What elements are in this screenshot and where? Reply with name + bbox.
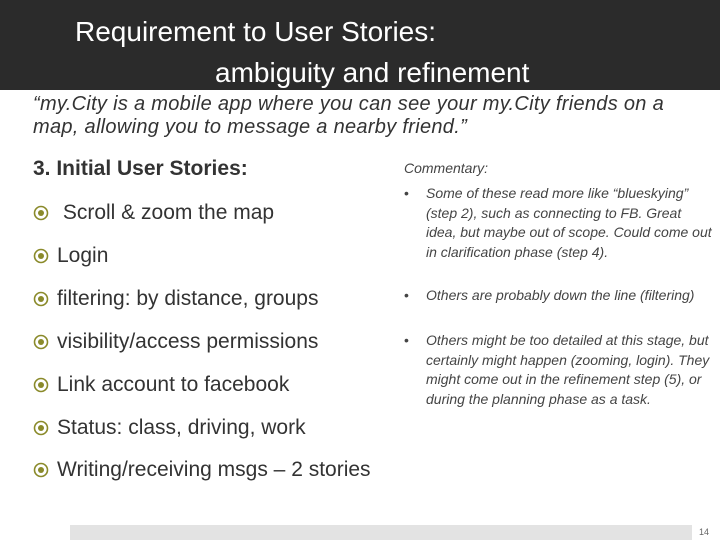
story-label: Status: class, driving, work [57, 416, 306, 439]
story-label: Writing/receiving msgs – 2 stories [57, 458, 371, 481]
story-item-login [33, 243, 108, 269]
story-label: visibility/access permissions [57, 330, 319, 353]
commentary-text: Others might be too detailed at this stage, but certainly might happen (zooming, login). They might come out in the refinement step (5), or during the planning phase as a task. [426, 332, 710, 407]
story-item-facebook [33, 372, 289, 398]
story-label: Link account to facebook [57, 373, 290, 396]
app-description-quote: “my.City is a mobile app where you can see your my.City friends on a map, allowing you to message a nearby friend.” [33, 93, 665, 138]
story-label: filtering: by distance, groups [57, 287, 319, 310]
commentary-text: Some of these read more like “blueskying” (step 2), such as connecting to FB. Great idea, but maybe out of scope. Could come out in clarification phase (step 4). [426, 185, 712, 260]
stories-heading: 3. Initial User Stories: [33, 157, 248, 180]
story-item-visibility [33, 329, 318, 355]
commentary-item-too-detailed [404, 331, 714, 409]
bullet-marker: • [404, 332, 409, 348]
title-bar [0, 0, 720, 90]
commentary-text: Others are probably down the line (filtering) [426, 287, 695, 303]
story-item-filtering [33, 286, 318, 312]
commentary-item-filtering [404, 286, 714, 306]
story-label: Login [57, 244, 109, 267]
slide-title-line-2: ambiguity and refinement [215, 57, 530, 88]
circled-dot-icon [33, 205, 49, 221]
story-item-status [33, 415, 306, 441]
circled-dot-icon [33, 462, 49, 478]
circled-dot-icon [33, 334, 49, 350]
story-label: Scroll & zoom the map [57, 201, 275, 224]
circled-dot-icon [33, 420, 49, 436]
story-item-messages [33, 457, 371, 483]
bullet-marker: • [404, 185, 409, 201]
commentary-heading: Commentary: [404, 160, 489, 176]
circled-dot-icon [33, 291, 49, 307]
story-item-scroll-zoom [33, 200, 274, 226]
commentary-item-blueskying [404, 184, 714, 262]
slide-title-line-1: Requirement to User Stories: [75, 16, 437, 47]
page-number: 14 [698, 527, 709, 537]
bullet-marker: • [404, 287, 409, 303]
circled-dot-icon [33, 377, 49, 393]
circled-dot-icon [33, 248, 49, 264]
footer-bar [70, 525, 692, 540]
